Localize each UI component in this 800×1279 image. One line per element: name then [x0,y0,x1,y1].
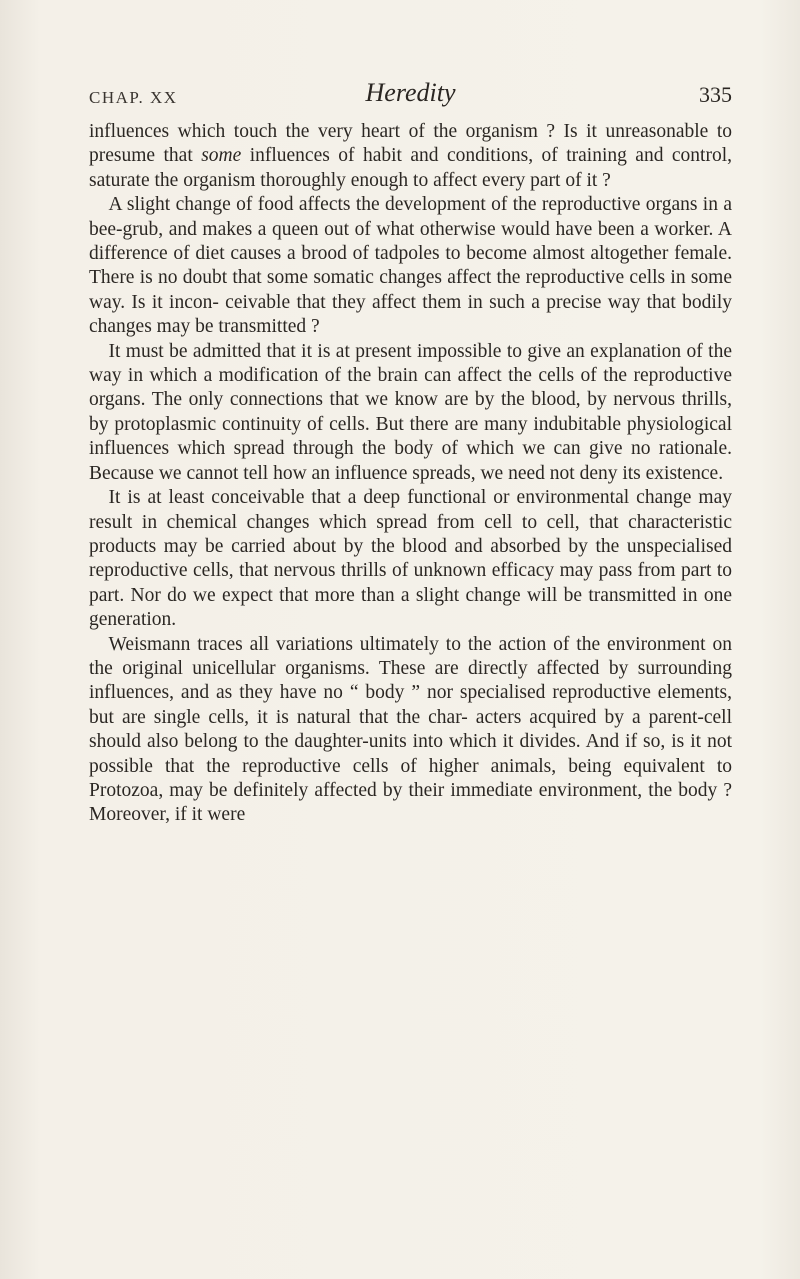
emphasized-word: some [201,145,242,167]
paragraph-3: It must be admitted that it is at present impossible to give an explanation of the way in which a modification of the brain can affect the cells of the reproductive organs. The only connections that we know are by the blood, by nervous thrills, by protoplasmic continuity of cells. But there are many indubitable physiological influences which spread through the body of which we can give no rationale. Because we cannot tell how an influence spreads, we need not deny its existence. [89,340,732,484]
paragraph-2: A slight change of food affects the development of the reproductive organs in a bee-grub, and makes a queen out of what otherwise would have been a worker. A difference of diet causes a brood of tadpoles to become almost altogether female. There is no doubt that some somatic changes affect the reproductive cells in some way. Is it incon- ceivable that they affect them in such a precise way that bodily changes may be transmitted ? [89,194,732,338]
running-head [89,78,732,114]
page-number: 335 [699,82,732,107]
paragraph-4: It is at least conceivable that a deep functional or environmental change may result in chemical changes which spread from cell to cell, that characteristic products may be carried about by the blood and absorbed by the unspecialised reproductive cells, that nervous thrills of unknown efficacy may pass from part to part. Nor do we expect that more than a slight change will be transmitted in one generation. [89,487,732,631]
running-title: Heredity [365,78,456,107]
paragraph-1 [89,120,732,193]
chapter-label: CHAP. XX [89,88,178,107]
body-text [89,120,732,828]
paragraph-5: Weismann traces all variations ultimately to the action of the environment on the original unicellular organisms. These are directly affected by surrounding influences, and as they have no “ body ” nor specialised reproductive elements, but are single cells, it is natural that the char- acters acquired by a parent-cell should also belong to the daughter-units into which it divides. And if so, is it not possible that the reproductive cells of higher animals, being equivalent to Protozoa, may be definitely affected by their immediate environment, the body ? Moreover, if it were [89,633,732,826]
paragraph-1-text-start: influences which touch the very heart of the organism ? Is it unreasonable to presume that [89,121,732,167]
paragraph-1-text-end: influences of habit and conditions, of training and control, saturate the organism thoroughly enough to affect every part of it ? [89,145,732,191]
